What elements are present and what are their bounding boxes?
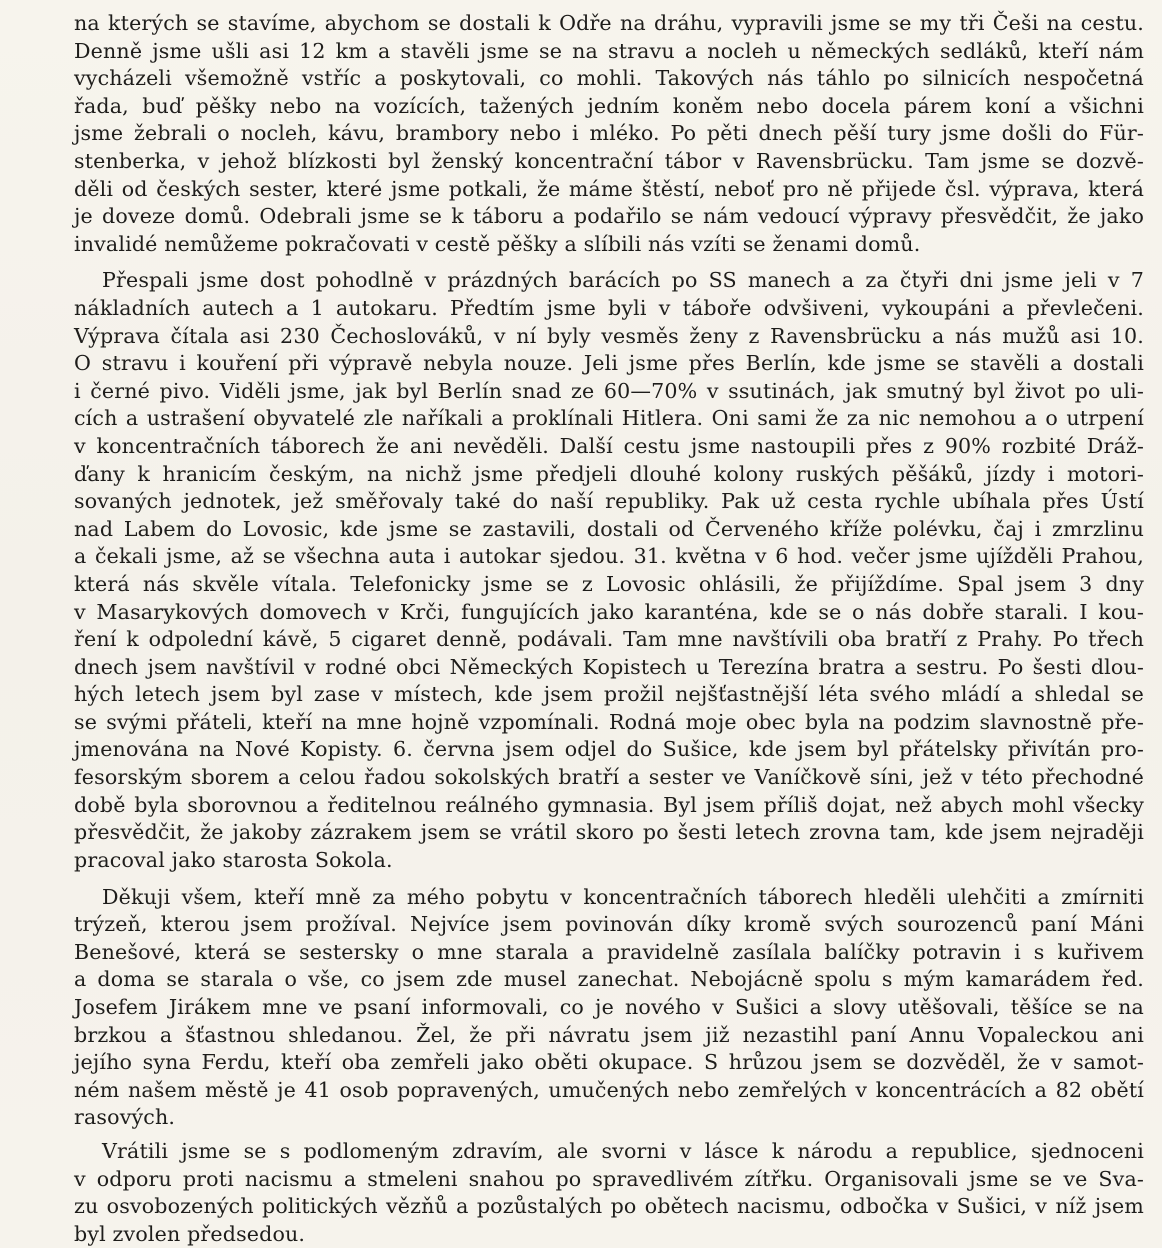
text-line: je doveze domů. Odebrali jsme se k táboru a podařilo se nám vedoucí výpravy přesvědčit, že jako bbox=[74, 204, 1144, 229]
text-line: řada, buď pěšky nebo na vozících, tažených jedním koněm nebo docela párem koní a všichni bbox=[74, 93, 1144, 118]
text-line: Vrátili jsme se s podlomeným zdravím, ale svorni v lásce k národu a republice, sjednoceni bbox=[102, 1139, 1144, 1163]
text-line: zu osvobozených politických vězňů a pozůstalých po obětech nacismu, odbočka v Sušici, v níž jsem bbox=[74, 1194, 1144, 1219]
paragraph bbox=[74, 10, 1144, 258]
text-line: ném našem městě je 41 osob popravených, umučených nebo zemřelých v koncentrácích a 82 obětí bbox=[74, 1077, 1144, 1102]
text-line: Výprava čítala asi 230 Čechoslováků, v ní byly vesměs ženy z Ravensbrücku a nás mužů asi 10. bbox=[74, 323, 1144, 348]
text-line: nad Labem do Lovosic, kde jsme se zastavili, dostali od Červeného kříže polévku, čaj i zmrzlinu bbox=[74, 516, 1144, 541]
text-line: invalidé nemůžeme pokračovati v cestě pěšky a slíbili nás vzíti se ženami domů. bbox=[74, 231, 921, 256]
text-line: v odporu proti nacismu a stmeleni snahou po spravedlivém zítřku. Organisovali jsme se ve Sva- bbox=[74, 1166, 1144, 1191]
text-line: přesvědčit, že jakoby zázrakem jsem se vrátil skoro po šesti letech zrovna tam, kde jsem nejraději bbox=[74, 820, 1144, 845]
text-line: ření k odpolední kávě, 5 cigaret denně, podávali. Tam mne navštívili oba bratří z Prahy. Po třech bbox=[74, 627, 1144, 652]
text-line: cích a ustrašení obyvatelé zle naříkali a proklínali Hitlera. Oni sami že za nic nemohou a o utrpení bbox=[74, 406, 1144, 431]
paragraph bbox=[74, 884, 1144, 1132]
paragraph bbox=[74, 1138, 1144, 1248]
text-line: Benešové, která se sestersky o mne starala a pravidelně zasílala balíčky potravin i s kuřivem bbox=[74, 939, 1144, 964]
text-line: Děkuji všem, kteří mně za mého pobytu v koncentračních táborech hleděli ulehčiti a zmírniti bbox=[102, 884, 1144, 909]
text-line: vycházeli všemožně vstříc a poskytovali, co mohli. Takových nás táhlo po silnicích nespočetná bbox=[74, 66, 1144, 91]
text-line: rasových. bbox=[74, 1105, 176, 1130]
text-line: byl zvolen předsedou. bbox=[74, 1221, 306, 1246]
text-line: v koncentračních táborech že ani nevěděli. Další cestu jsme nastoupili přes z 90% rozbité Dráž- bbox=[74, 433, 1144, 458]
paragraph bbox=[74, 267, 1144, 874]
text-line: jmenována na Nové Kopisty. 6. června jsem odjel do Sušice, kde jsem byl přátelsky přivítán pro- bbox=[74, 737, 1144, 762]
text-line: a doma se starala o vše, co jsem zde musel zanechat. Nebojácně spolu s mým kamarádem řed. bbox=[74, 967, 1144, 992]
text-line: hých letech jsem byl zase v místech, kde jsem prožil nejšťastnější léta svého mládí a shledal se bbox=[74, 682, 1144, 707]
text-line: sovaných jednotek, jež směřovaly také do naší republiky. Pak už cesta rychle ubíhala přes Ústí bbox=[74, 489, 1144, 514]
text-line: Denně jsme ušli asi 12 km a stavěli jsme se na stravu a nocleh u německých sedláků, kteří nám bbox=[74, 38, 1144, 63]
text-line: i černé pivo. Viděli jsme, jak byl Berlín snad ze 60—70% v ssutinách, jak smutný byl život po uli- bbox=[74, 378, 1144, 403]
text-line: ďany k hranicím českým, na nichž jsme předjeli dlouhé kolony ruských pěšáků, jízdy i motori- bbox=[74, 461, 1144, 486]
text-line: děli od českých sester, které jsme potkali, že máme štěstí, neboť pro ně přijede čsl. výprava, která bbox=[74, 176, 1144, 201]
text-line: Přespali jsme dost pohodlně v prázdných barácích po SS manech a za čtyři dni jsme jeli v 7 bbox=[102, 268, 1144, 293]
text-line: fesorským sborem a celou řadou sokolských bratří a sester ve Vaníčkově síni, jež v této přechodné bbox=[74, 765, 1144, 790]
text-line: trýzeň, kterou jsem prožíval. Nejvíce jsem povinován díky kromě svých sourozenců paní Máni bbox=[74, 912, 1144, 937]
text-line: brzkou a šťastnou shledanou. Žel, že při návratu jsem již nezastihl paní Annu Vopaleckou ani bbox=[74, 1022, 1144, 1047]
text-line: která nás skvěle vítala. Telefonicky jsme se z Lovosic ohlásili, že přijíždíme. Spal jsem 3 dny bbox=[74, 571, 1144, 596]
text-line: pracoval jako starosta Sokola. bbox=[74, 847, 393, 872]
text-line: na kterých se stavíme, abychom se dostali k Odře na dráhu, vypravili jsme se my tři Češi na cestu. bbox=[74, 11, 1144, 35]
text-line: době byla sborovnou a ředitelnou reálného gymnasia. Byl jsem příliš dojat, než abych mohl všecky bbox=[74, 792, 1144, 817]
text-line: nákladních autech a 1 autokaru. Předtím jsme byli v táboře odvšiveni, vykoupáni a převlečeni. bbox=[74, 295, 1144, 320]
text-line: dnech jsem navštívil v rodné obci Německých Kopistech u Terezína bratra a sestru. Po šesti dlou- bbox=[74, 654, 1144, 679]
text-line: Josefem Jirákem mne ve psaní informovali, co je nového v Sušici a slovy utěšovali, těšíce se na bbox=[74, 994, 1144, 1019]
text-line: jsme žebrali o nocleh, kávu, brambory nebo i mléko. Po pěti dnech pěší tury jsme došli do Für- bbox=[74, 121, 1144, 146]
text-line: O stravu i kouření při výpravě nebyla nouze. Jeli jsme přes Berlín, kde jsme se stavěli a dostali bbox=[74, 351, 1144, 376]
text-line: v Masarykových domovech v Krči, fungujících jako karanténa, kde se o nás dobře starali. I kou- bbox=[74, 599, 1144, 624]
text-line: a čekali jsme, až se všechna auta i autokar sjedou. 31. května v 6 hod. večer jsme ujížděli Prahou, bbox=[74, 544, 1144, 569]
text-line: stenberka, v jehož blízkosti byl ženský koncentrační tábor v Ravensbrücku. Tam jsme se dozvě- bbox=[74, 148, 1144, 173]
text-line: se svými přáteli, kteří na mne hojně vzpomínali. Rodná moje obec byla na podzim slavnostně pře- bbox=[74, 709, 1144, 734]
text-line: jejího syna Ferdu, kteří oba zemřeli jako oběti okupace. S hrůzou jsem se dozvěděl, že v samot- bbox=[74, 1050, 1144, 1075]
